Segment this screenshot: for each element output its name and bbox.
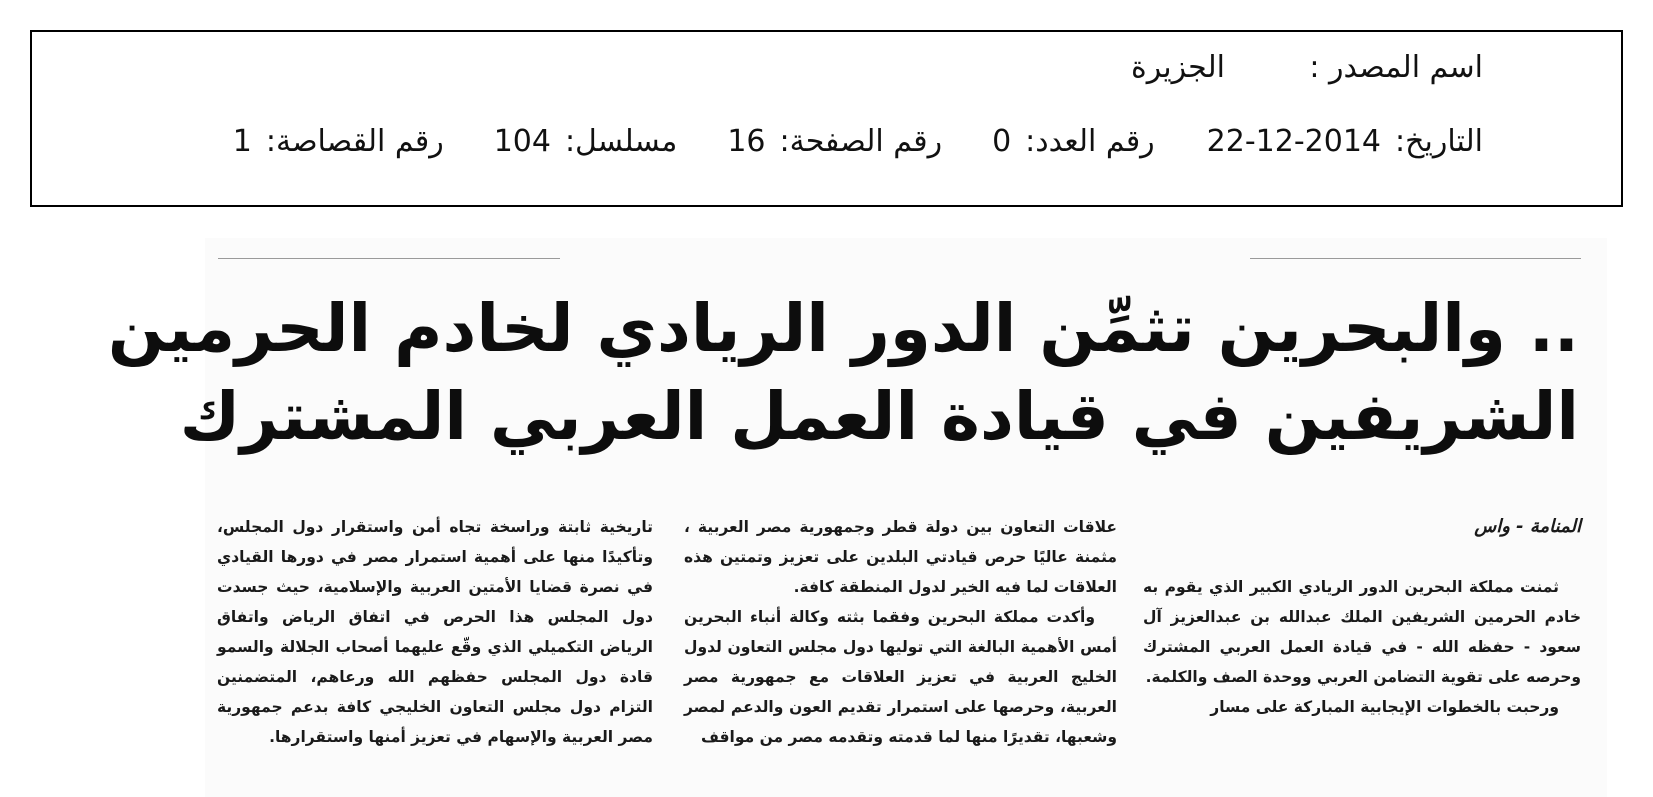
top-rule-left — [218, 258, 560, 259]
column-3-paragraph-1: تاريخية ثابتة وراسخة تجاه أمن واستقرار دول المجلس، وتأكيدًا منها على أهمية استمرار مصر في دورها القيادي في نصرة قضايا الأمتين العربية والإسلامية، حيث جسدت دول المجلس هذا الحرص في اتفاق الرياض واتفاق الرياض التكميلي الذي وقّع عليهما أصحاب الجلالة والسمو قادة دول المجلس حفظهم الله ورعاهم، المتضمنين التزام دول مجلس التعاون الخليجي كافة بدعم جمهورية مصر العربية والإسهام في تعزيز أمنها واستقرارها. — [217, 518, 653, 746]
clip-label: رقم القصاصة: — [265, 124, 444, 159]
byline: المنامة - واس — [1474, 516, 1581, 537]
column-1-paragraph-1: ثمنت مملكة البحرين الدور الريادي الكبير الذي يقوم به خادم الحرمين الشريفين الملك عبدالله بن عبدالعزيز آل سعود - حفظه الله - في قيادة العمل العربي المشترك وحرصه على تقوية التضامن العربي ووحدة الصف والكلمة. — [1143, 578, 1581, 686]
article-column-3 — [217, 512, 653, 752]
source-value: الجزيرة — [1130, 50, 1225, 85]
source-label: اسم المصدر : — [1309, 50, 1483, 85]
top-rule-right — [1250, 258, 1581, 259]
page-value: 16 — [727, 124, 766, 159]
page-label: رقم الصفحة: — [779, 124, 943, 159]
issue-label: رقم العدد: — [1025, 124, 1155, 159]
article-column-1 — [1143, 512, 1581, 722]
headline-line-1: .. والبحرين تثمِّن الدور الريادي لخادم الحرمين — [107, 290, 1579, 367]
serial-value: 104 — [493, 124, 551, 159]
clip-value: 1 — [232, 124, 252, 159]
headline-line-2: الشريفين في قيادة العمل العربي المشترك — [179, 378, 1579, 455]
date-label: التاريخ: — [1395, 124, 1483, 159]
column-2-paragraph-1: علاقات التعاون بين دولة قطر وجمهورية مصر العربية ، مثمنة عاليًا حرص قيادتي البلدين على تعزيز وتمتين هذه العلاقات لما فيه الخير لدول المنطقة كافة. — [684, 518, 1117, 596]
serial-label: مسلسل: — [564, 124, 678, 159]
column-2-paragraph-2: وأكدت مملكة البحرين وفقما بثته وكالة أنباء البحرين أمس الأهمية البالغة التي توليها دول مجلس التعاون لدول الخليج العربية في تعزيز العلاقات مع جمهورية مصر العربية، وحرصها على استمرار تقديم العون والدعم لمصر وشعبها، تقديرًا منها لما قدمته وتقدمه مصر من مواقف — [684, 608, 1117, 746]
article-column-2 — [684, 512, 1117, 752]
meta-row — [233, 124, 1483, 159]
column-1-paragraph-2: ورحبت بالخطوات الإيجابية المباركة على مسار — [1210, 698, 1559, 716]
issue-value: 0 — [992, 124, 1012, 159]
date-value: 22-12-2014 — [1206, 124, 1382, 159]
